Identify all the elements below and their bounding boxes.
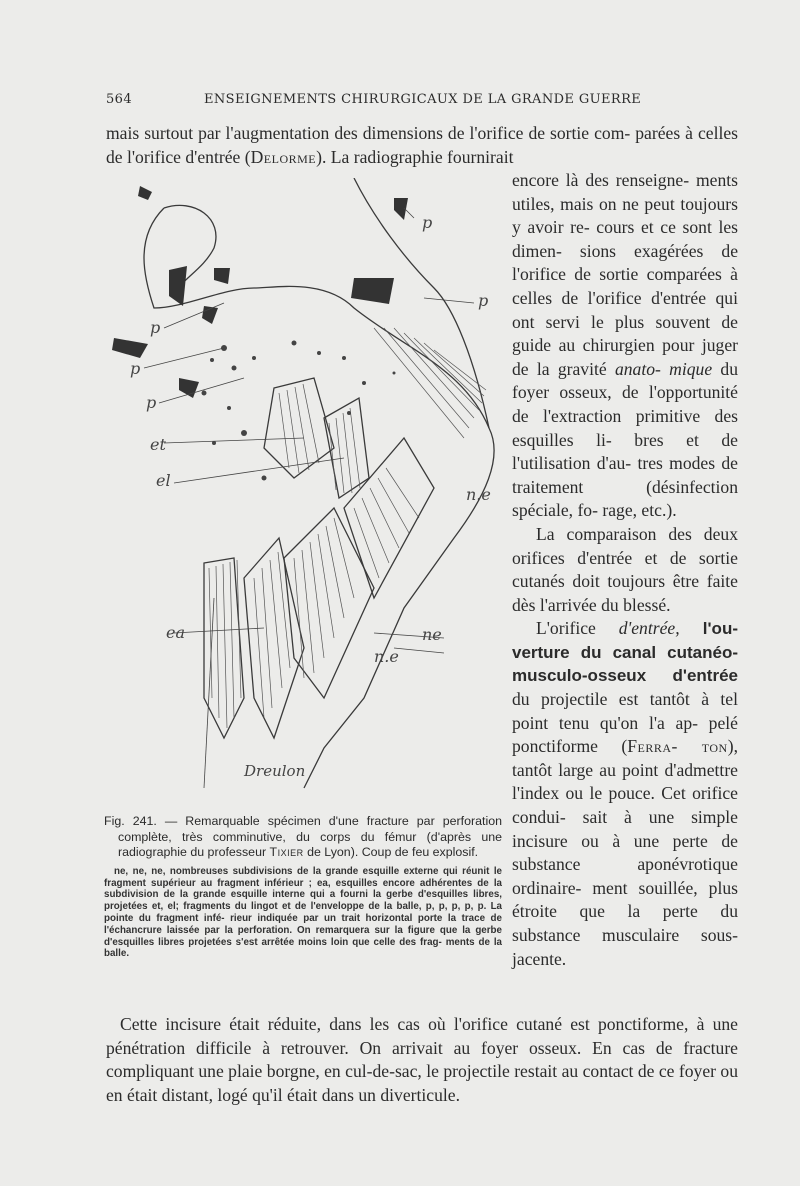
p3-text-a: L'orifice	[536, 618, 619, 639]
caption-legend: ne, ne, ne, nombreuses subdivisions de la grande esquille externe qui réunit le fragment supérieur au fragment inférieur ; ea, esquilles encore adhérentes de la subdivision de la grande esquille interne qui a fourni la gerbe d'esquilles libres, projetées et, el; fragments du lingot et de l'enveloppe de la balle, p, p, p, p, p. La pointe du fragment infé- rieur indiquée par un trait horizontal porte la trace de l'échancrure laissée par la perforation. On remarquera sur la figure que la gerbe d'esquilles libres projetées s'est arrêtée moins loin que celle des frag- ments de la balle.	[104, 865, 502, 960]
top-paragraph	[106, 122, 738, 169]
p3-bold-heading: l'ou- verture du canal cutanéo- musculo-osseux d'entrée	[512, 619, 738, 686]
figure-number: Fig. 241.	[104, 814, 157, 828]
caption-text-a: — Remarquable spécimen d'une fracture par perforation complète, très comminutive, du corps du fémur (d'après une radiographie du professeur	[118, 814, 502, 860]
page-number: 564	[106, 92, 133, 107]
label-p-left2: p	[130, 359, 141, 378]
p3-text-b: du projectile est tantôt à tel point tenu qu'on l'a ap- pelé ponctiforme (	[512, 689, 738, 757]
label-ne-bottom2: n.e	[374, 647, 399, 666]
label-et: et	[150, 435, 166, 454]
top-text-a: mais surtout par l'augmentation des dimensions de l'orifice de sortie com- parées à celles de l'orifice d'entrée (	[106, 123, 738, 167]
paragraph-radiographie	[512, 169, 738, 523]
bottom-paragraph: Cette incisure était réduite, dans les cas où l'orifice cutané est ponctiforme, à une pénétration difficile à retrouver. On arrivait au foyer osseux. En cas de fracture compliquant une plaie borgne, en cul-de-sac, le projectile restait au contact de ce foyer ou en était distant, logé qu'il était dans un diverticule.	[106, 1014, 738, 1105]
fracture-drawing	[104, 178, 502, 810]
running-title: ENSEIGNEMENTS CHIRURGICAUX DE LA GRANDE GUERRE	[204, 92, 642, 107]
author-delorme: Delorme	[250, 146, 317, 167]
figure-caption	[104, 814, 502, 960]
author-tixier: Tixier	[269, 845, 304, 860]
right-column	[512, 169, 738, 971]
label-ne-right: n.e	[466, 485, 491, 504]
label-p-left3: p	[146, 393, 157, 412]
p3-emphasis: d'entrée,	[618, 618, 680, 639]
p1-text-a: encore là des renseigne- ments utiles, mais on ne peut toujours y avoir re- cours et ce sont les dimen- sions exagérées de l'orifice de sortie comparées à celles de l'orifice d'entrée qui ont servi le plus souvent de guide au chirurgien pour juger de la gravité	[512, 170, 738, 379]
label-ea: ea	[166, 623, 186, 642]
caption-text-b: de Lyon). Coup de feu explosif.	[303, 845, 479, 860]
fracture-illustration	[104, 178, 502, 810]
paragraph-comparaison: La comparaison des deux orifices d'entrée et de sortie cutanés doit toujours être faite dès l'arrivée du blessé.	[512, 523, 738, 615]
caption-main	[104, 814, 502, 861]
p1-text-b: du foyer osseux, de l'opportunité de l'extraction primitive des esquilles li- bres et de l'utilisation d'au- tres modes de traitement (désinfection spéciale, fo- rage, etc.).	[512, 358, 738, 521]
p1-emphasis: anato- mique	[614, 358, 713, 379]
top-text-b: ). La radiographie fournirait	[316, 146, 514, 167]
label-ne-bottom: ne	[422, 625, 442, 644]
author-ferraton: Ferra- ton	[627, 736, 728, 757]
label-p-top: p	[422, 213, 433, 232]
p3-text-c: ), tantôt large au point d'admettre l'index ou le pouce. Cet orifice condui- sait à une simple incisure ou à une perte de substance aponévrotique ordinaire- ment souillée, plus étroite que la perte du substance musculaire sous-jacente.	[512, 736, 738, 969]
artist-signature: Dreulon	[244, 762, 306, 780]
label-p-left1: p	[150, 318, 161, 337]
paragraph-orifice-entree	[512, 617, 738, 971]
label-el: el	[156, 471, 171, 490]
label-p-right: p	[478, 291, 489, 310]
